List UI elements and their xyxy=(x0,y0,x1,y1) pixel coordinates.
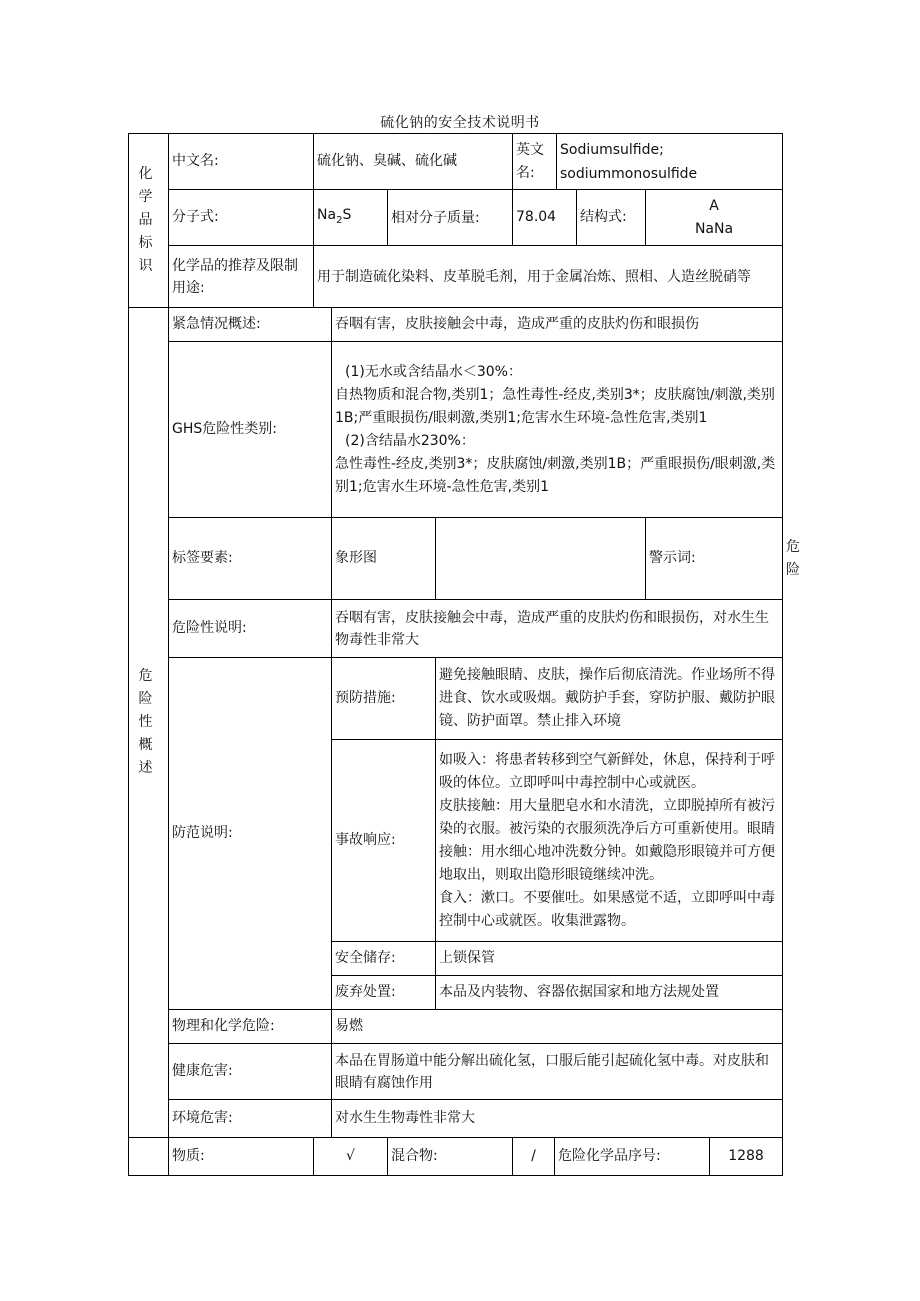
serial-label: 危险化学品序号: xyxy=(555,1138,710,1176)
formula-label: 分子式: xyxy=(169,190,314,246)
section-hazard: 危险性概述 xyxy=(129,308,169,1138)
mixture-mark: / xyxy=(513,1138,555,1176)
en-name-label: 英文名: xyxy=(513,134,557,190)
storage-value: 上锁保管 xyxy=(436,942,783,976)
prevention-value: 避免接触眼睛、皮肤，操作后彻底清洗。作业场所不得进食、饮水或吸烟。戴防护手套，穿防护服、戴防护眼镜、防护面罩。禁止排入环境 xyxy=(436,658,783,740)
row-env xyxy=(129,1100,783,1138)
ghs-line1: (1)无水或含结晶水＜30%： xyxy=(345,363,522,380)
disposal-value: 本品及内装物、容器依据国家和地方法规处置 xyxy=(436,976,783,1010)
precaution-label: 防范说明: xyxy=(169,658,332,1010)
row-physchem xyxy=(129,1010,783,1044)
row-prevention xyxy=(129,658,783,740)
mw-label: 相对分子质量: xyxy=(388,190,513,246)
response-label: 事故响应: xyxy=(332,740,436,942)
formula-sub: 2 xyxy=(336,214,343,226)
formula-value xyxy=(314,190,388,246)
label-elements-label: 标签要素: xyxy=(169,518,332,600)
row-label-elements: 标签要素: 象形图 警示词: 危险 xyxy=(129,518,783,600)
physchem-value: 易燃 xyxy=(332,1010,783,1044)
cn-name-label: 中文名: xyxy=(169,134,314,190)
formula-tail: S xyxy=(342,206,352,223)
prevention-label: 预防措施: xyxy=(332,658,436,740)
row-emergency xyxy=(129,308,783,342)
row-formula xyxy=(129,190,783,246)
structure-label: 结构式: xyxy=(577,190,646,246)
msds-table xyxy=(128,133,801,1176)
storage-label: 安全储存: xyxy=(332,942,436,976)
row-use xyxy=(129,246,783,308)
ghs-label: GHS危险性类别: xyxy=(169,342,332,518)
substance-label: 物质: xyxy=(169,1138,314,1176)
row-health xyxy=(129,1044,783,1100)
page-title: 硫化钠的安全技术说明书 xyxy=(380,115,540,131)
structure-value xyxy=(646,190,783,246)
section-identification: 化学品标识 xyxy=(129,134,169,308)
health-value: 本品在胃肠道中能分解出硫化氢，口服后能引起硫化氢中毒。对皮肤和眼睛有腐蚀作用 xyxy=(332,1044,783,1100)
mixture-label: 混合物: xyxy=(388,1138,513,1176)
pictogram-label: 象形图 xyxy=(332,518,436,600)
en-name-line2: sodiummonosulfide xyxy=(560,165,698,182)
emergency-label: 紧急情况概述: xyxy=(169,308,332,342)
health-label: 健康危害: xyxy=(169,1044,332,1100)
use-label: 化学品的推荐及限制用途: xyxy=(169,246,314,308)
ghs-value xyxy=(332,342,783,518)
serial-value: 1288 xyxy=(710,1138,783,1176)
ghs-line2: 自热物质和混合物,类别1；急性毒性-经皮,类别3*；皮肤腐蚀/刺激,类别1B;严重眼损伤/眼刺激,类别1;危害水生环境-急性危害,类别1 xyxy=(335,386,775,426)
structure-line1: A xyxy=(709,197,719,214)
structure-line2: NaNa xyxy=(694,220,734,237)
cn-name-value: 硫化钠、臭碱、硫化碱 xyxy=(314,134,513,190)
env-label: 环境危害: xyxy=(169,1100,332,1138)
statement-label: 危险性说明: xyxy=(169,600,332,658)
ghs-line3: (2)含结晶水230%： xyxy=(345,432,475,449)
en-name-line1: Sodiumsulfide; xyxy=(560,141,664,158)
ghs-line4: 急性毒性-经皮,类别3*；皮肤腐蚀/刺激,类别1B；严重眼损伤/眼刺激,类别1;危害水生环境-急性危害,类别1 xyxy=(335,455,776,495)
statement-value: 吞咽有害，皮肤接触会中毒，造成严重的皮肤灼伤和眼损伤，对水生生物毒性非常大 xyxy=(332,600,783,658)
composition-blank xyxy=(129,1138,169,1176)
physchem-label: 物理和化学危险: xyxy=(169,1010,332,1044)
env-value: 对水生生物毒性非常大 xyxy=(332,1100,783,1138)
disposal-label: 废弃处置: xyxy=(332,976,436,1010)
en-name-value xyxy=(557,134,783,190)
response-value: 如吸入：将患者转移到空气新鲜处，休息，保持利于呼吸的体位。立即呼叫中毒控制中心或就医。 皮肤接触：用大量肥皂水和水清洗，立即脱掉所有被污染的衣服。被污染的衣服须洗净后方可重新使用。眼睛接触：用水细心地冲洗数分钟。如戴隐形眼镜并可方便地取出，则取出隐形眼镜继续冲洗。 食入：漱口。不要催吐。如果感觉不适，立即呼叫中毒控制中心或就医。收集泄露物。 xyxy=(436,740,783,942)
mw-value: 78.04 xyxy=(513,190,577,246)
use-value: 用于制造硫化染料、皮革脱毛剂，用于金属冶炼、照相、人造丝脱硝等 xyxy=(314,246,783,308)
row-ghs xyxy=(129,342,783,518)
substance-mark: √ xyxy=(314,1138,388,1176)
formula-main: Na xyxy=(317,206,337,223)
emergency-value: 吞咽有害，皮肤接触会中毒，造成严重的皮肤灼伤和眼损伤 xyxy=(332,308,783,342)
row-statement xyxy=(129,600,783,658)
row-composition xyxy=(129,1138,783,1176)
row-name xyxy=(129,134,783,190)
signal-word-label: 警示词: xyxy=(646,518,783,600)
pictogram-area xyxy=(436,518,646,600)
